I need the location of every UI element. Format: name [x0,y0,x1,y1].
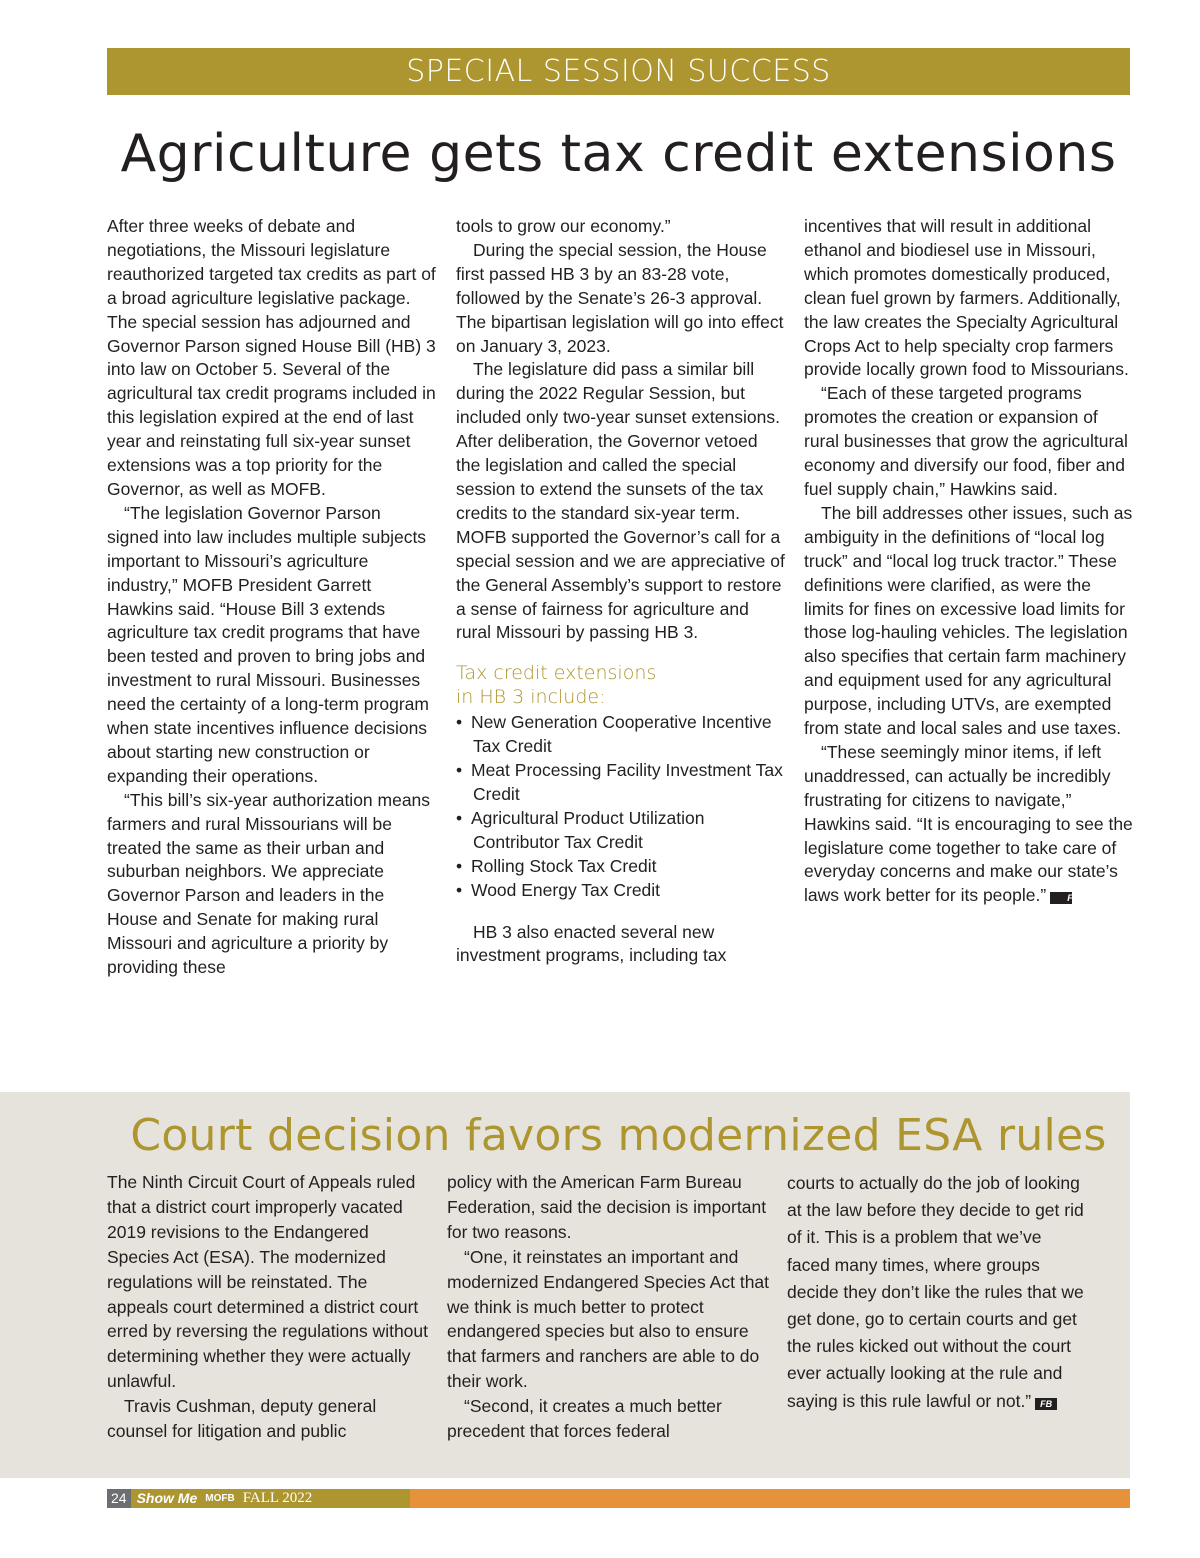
paragraph: “Second, it creates a much better precedent that forces federal [447,1396,722,1442]
list-item: • Rolling Stock Tax Credit [456,855,786,879]
page-footer [107,1489,410,1508]
article-title-esa: Court decision favors modernized ESA rules [130,1110,1107,1161]
footer-bar [410,1489,1130,1508]
paragraph: policy with the American Farm Bureau Federation, said the decision is important for two reasons. [447,1172,767,1242]
article-column-1 [107,215,437,980]
paragraph: The legislature did pass a similar bill during the 2022 Regular Session, but included only two-year sunset extensions. After deliberation, the Governor vetoed the legislation and called the special session to extend the sunsets of the tax credits to the standard six-year term. MOFB supported the Governor’s call for a special session and we are appreciative of the General Assembly’s support to restore a sense of fairness for agriculture and rural Missouri by passing HB 3. [456,359,785,643]
tax-credit-list [456,711,786,902]
paragraph: “The legislation Governor Parson signed into law includes multiple subjects important to Missouri’s agriculture industry,” MOFB President Garrett Hawkins said. “House Bill 3 extends agriculture tax credit programs that have been tested and proven to bring jobs and investment to rural Missouri. Businesses need the certainty of a long-term program when state incentives influence decisions about starting new construction or expanding their operations. [107,502,429,786]
subhead-line: Tax credit extensions [456,662,657,685]
list-item: • Agricultural Product Utilization Contributor Tax Credit [456,807,786,855]
magazine-name: Show Me [136,1490,198,1506]
page-number: 24 [107,1489,131,1508]
farm-bureau-logo-icon: FB [1035,1398,1057,1410]
paragraph: “Each of these targeted programs promotes the creation or expansion of rural businesses that grow the agricultural economy and diversify our food, fiber and fuel supply chain,” Hawkins said. [804,383,1128,499]
paragraph: “This bill’s six-year authorization means farmers and rural Missourians will be treated the same as their urban and suburban neighbors. We appreciate Governor Parson and leaders in the House and Senate for making rural Missouri and agriculture a priority by providing these [107,789,431,978]
paragraph: Travis Cushman, deputy general counsel for litigation and public [107,1396,377,1442]
paragraph: During the special session, the House first passed HB 3 by an 83-28 vote, followed by the Senate’s 26-3 approval. The bipartisan legislation will go into effect on January 3, 2023. [456,239,784,356]
org-name: MOFB [205,1493,235,1504]
paragraph: incentives that will result in additional ethanol and biodiesel use in Missouri, which promotes domestically produced, clean fuel grown by farmers. Additionally, the law creates the Specialty Agricultural Crops Act to help specialty crop farmers provide locally grown food to Missourians. [804,216,1129,380]
esa-column-2 [447,1170,772,1444]
esa-column-1 [107,1170,432,1444]
paragraph: “One, it reinstates an important and modernized Endangered Species Act that we think is much better to protect endangered species but also to ensure that farmers and ranchers are able to do their work. [447,1246,770,1392]
paragraph: HB 3 also enacted several new investment programs, including tax [456,921,727,966]
esa-column-3 [787,1170,1087,1415]
article-title: Agriculture gets tax credit extensions [120,124,1117,184]
paragraph [804,741,1134,908]
paragraph-text: “These seemingly minor items, if left unaddressed, can actually be incredibly frustrating for citizens to navigate,” Hawkins said. “It is encouraging to see the legislature come together to take care of everyday concerns and make our state’s laws work better for its people.” [804,741,1133,906]
list-item: • New Generation Cooperative Incentive Tax Credit [456,711,786,759]
subhead-line: in HB 3 include: [456,686,606,709]
paragraph: The Ninth Circuit Court of Appeals ruled that a district court improperly vacated 2019 revisions to the Endangered Species Act (ESA). The modernized regulations will be reinstated. The appeals court determined a district court erred by reversing the regulations without determining whether they were actually unlawful. [107,1172,429,1392]
article-column-2 [456,215,786,968]
issue-date: FALL 2022 [242,1490,313,1506]
paragraph [787,1170,1087,1415]
section-banner: SPECIAL SESSION SUCCESS [107,48,1130,95]
list-item: • Meat Processing Facility Investment Tax Credit [456,759,786,807]
article-column-3 [804,215,1134,908]
paragraph: After three weeks of debate and negotiations, the Missouri legislature reauthorized targeted tax credits as part of a broad agriculture legislative package. The special session has adjourned and Governor Parson signed House Bill (HB) 3 into law on October 5. Several of the agricultural tax credit programs included in this legislation expired at the end of last year and reinstating full six-year sunset extensions was a top priority for the Governor, as well as MOFB. [107,216,436,499]
list-item: • Wood Energy Tax Credit [456,879,786,903]
paragraph: The bill addresses other issues, such as ambiguity in the definitions of “local log truck” and “local log truck tractor.” These definitions were clarified, as were the limits for fines on excessive load limits for those log-hauling vehicles. The legislation also specifies that certain farm machinery and equipment used for any agricultural purpose, including UTVs, are exempted from state and local sales and use taxes. [804,502,1133,739]
paragraph-text: courts to actually do the job of looking at the law before they decide to get rid of it. This is a problem that we’ve faced many times, where groups decide they don’t like the rules that we get done, go to certain courts and get the rules kicked out without the court ever actually looking at the rule and saying is this rule lawful or not.” [787,1173,1084,1411]
paragraph: tools to grow our economy.” [456,216,671,236]
farm-bureau-logo-icon: FB [1050,892,1072,904]
sidebar-subhead [456,661,786,709]
